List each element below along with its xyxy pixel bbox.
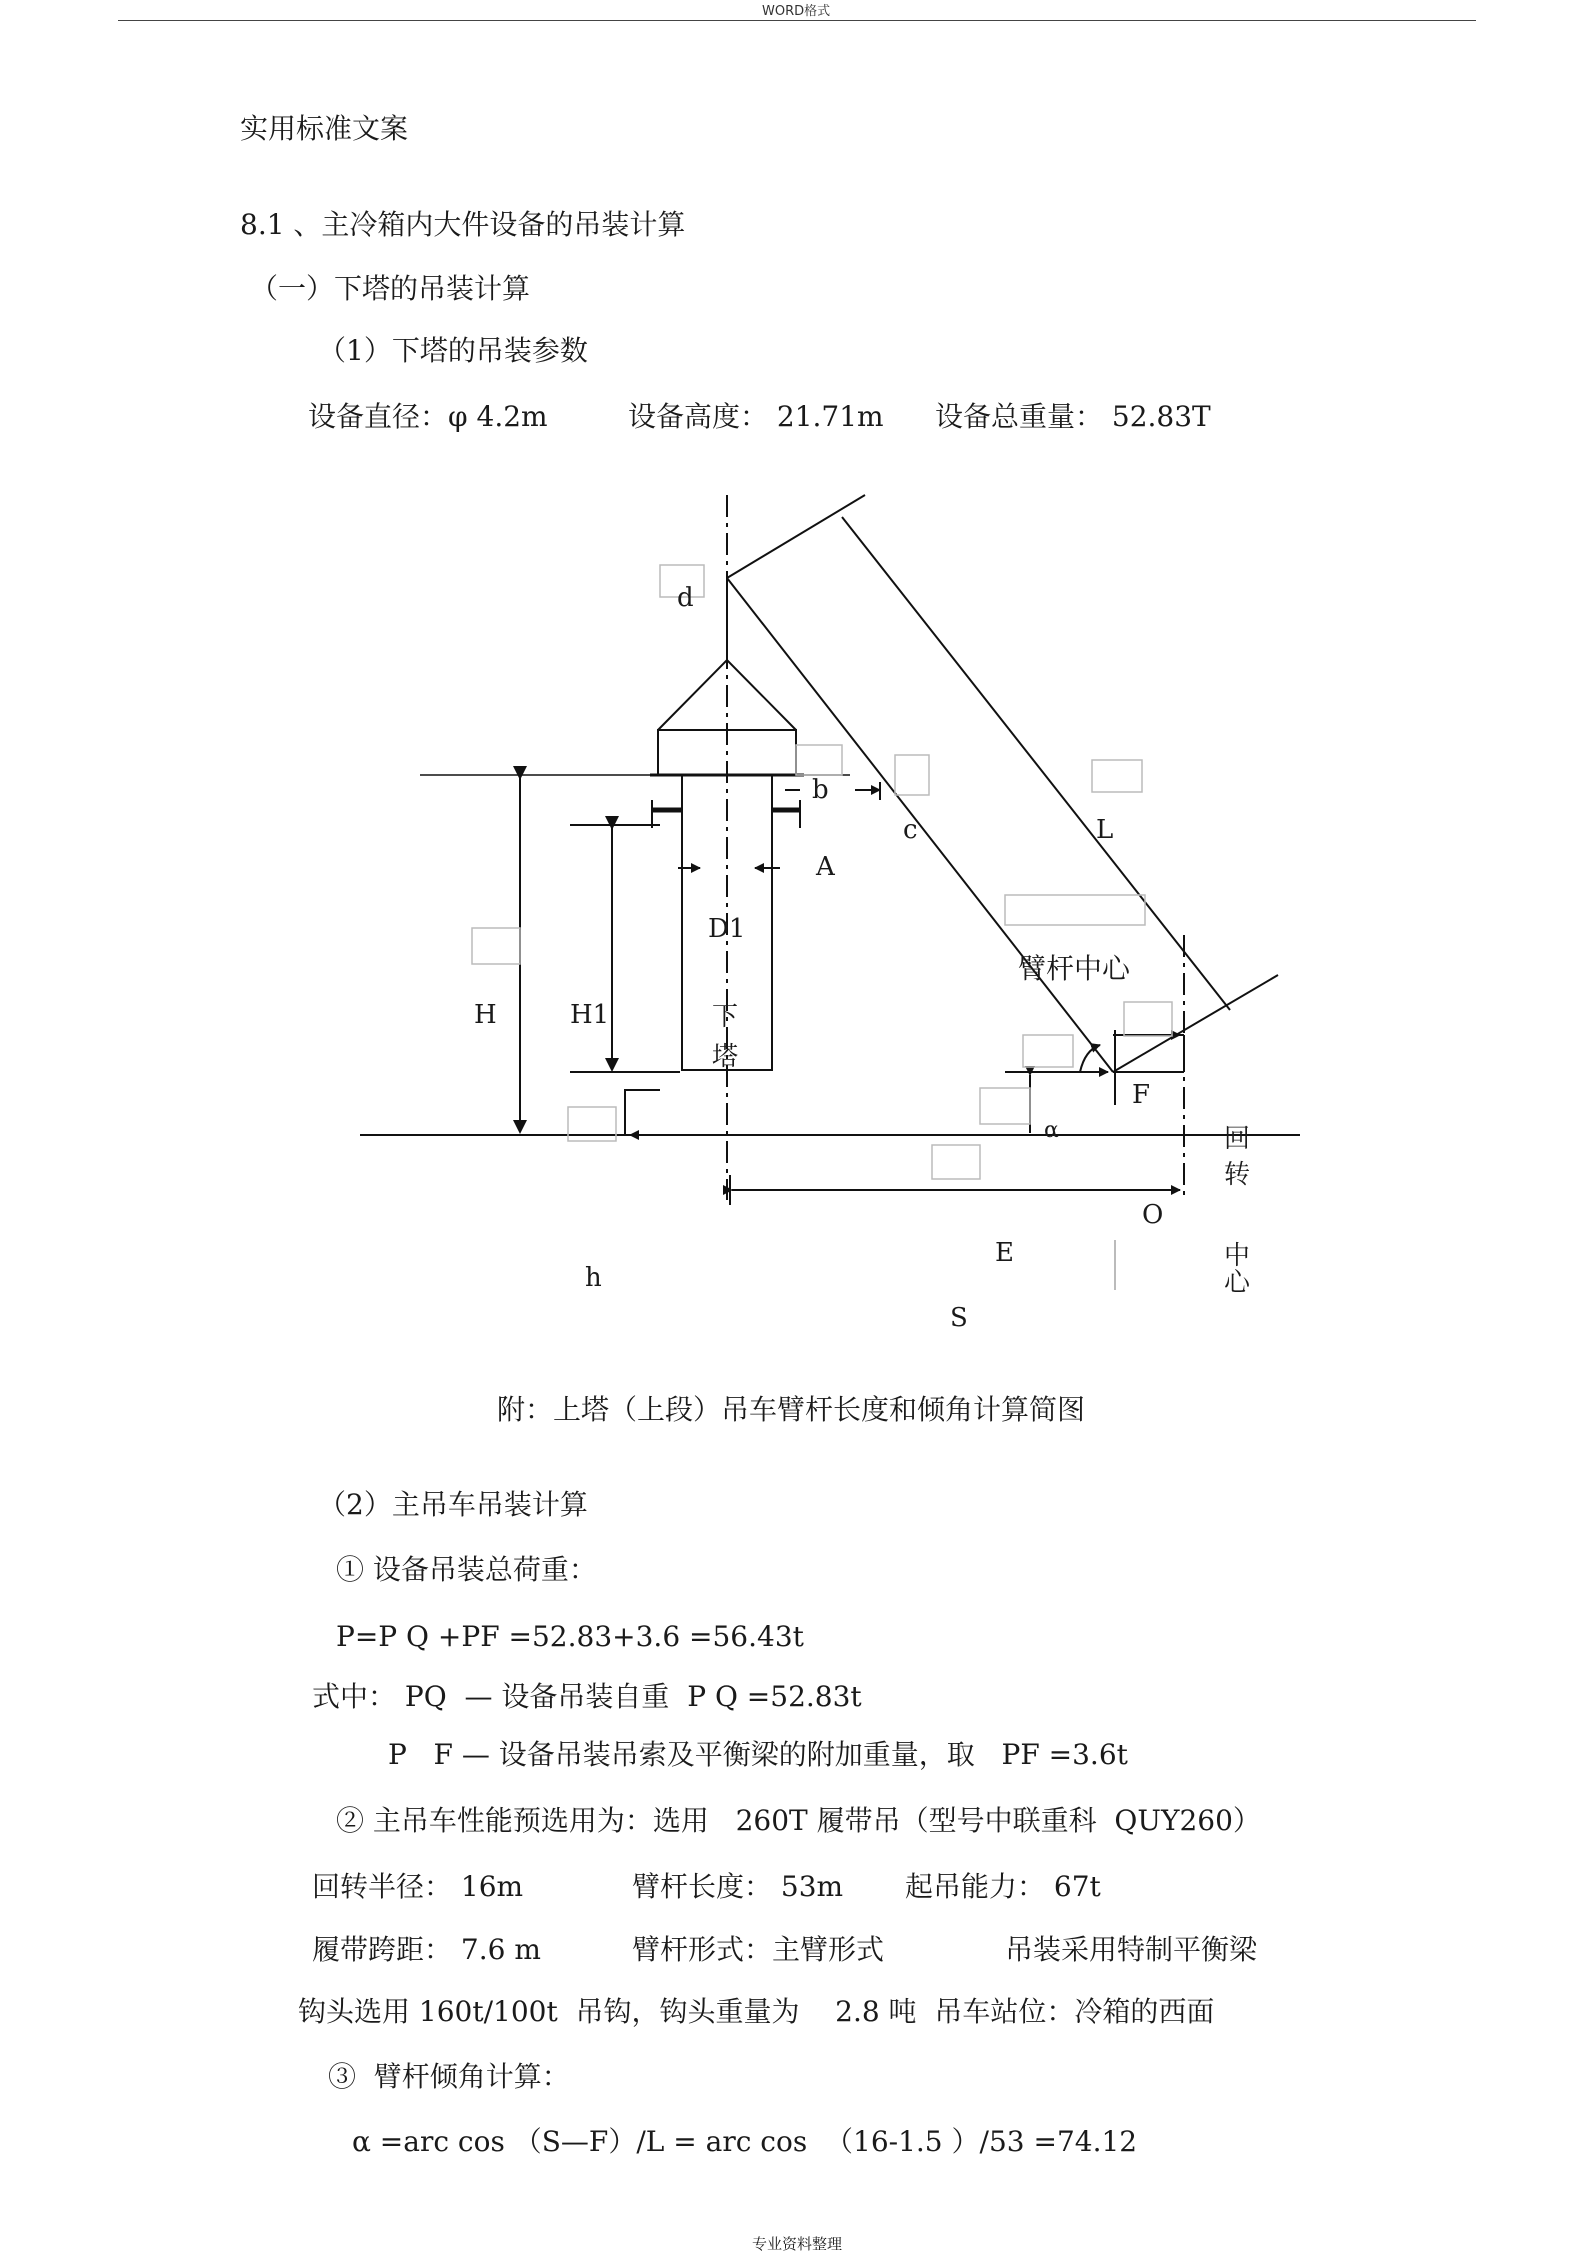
label-alpha: α bbox=[1044, 1118, 1059, 1143]
label-h: h bbox=[585, 1263, 602, 1293]
placeholder-box bbox=[980, 1088, 1030, 1124]
param-diameter: 设备直径：φ 4.2m bbox=[308, 400, 548, 433]
placeholder-box bbox=[1124, 1002, 1172, 1036]
page-footer: 专业资料整理 bbox=[752, 2235, 843, 2253]
param-weight: 设备总重量： 52.83T bbox=[935, 400, 1211, 433]
doc-title: 实用标准文案 bbox=[240, 112, 409, 145]
placeholder-box bbox=[1005, 895, 1145, 925]
label-tower-1: 下 bbox=[712, 1002, 739, 1032]
placeholder-box bbox=[472, 928, 520, 964]
subsection-heading: （一）下塔的吊装计算 bbox=[250, 272, 531, 305]
angle-arc bbox=[1080, 1045, 1100, 1072]
label-D1: D1 bbox=[708, 914, 746, 944]
calc-boom-length: 臂杆长度： 53m bbox=[632, 1870, 844, 1903]
calc-where1: 式中： PQ — 设备吊装自重 P Q =52.83t bbox=[312, 1680, 862, 1713]
page-header: WORD格式 bbox=[762, 4, 831, 19]
calc-hook: 钩头选用 160t/100t 吊钩，钩头重量为 2.8 吨 吊车站位：冷箱的西面 bbox=[298, 1995, 1215, 2028]
label-boom-center: 臂杆中心 bbox=[1018, 952, 1131, 985]
placeholder-box bbox=[796, 745, 842, 775]
boom-bottom-end bbox=[1113, 975, 1278, 1072]
calc-heading: （2）主吊车吊装计算 bbox=[318, 1488, 588, 1521]
boom-top-end bbox=[727, 495, 865, 578]
calc-track-span: 履带跨距： 7.6 m bbox=[312, 1933, 541, 1966]
dim-h-step bbox=[625, 1090, 660, 1135]
diagram-caption: 附：上塔（上段）吊车臂杆长度和倾角计算简图 bbox=[497, 1393, 1086, 1426]
calc-step1: ① 设备吊装总荷重： bbox=[336, 1553, 597, 1586]
label-H1: H1 bbox=[570, 1000, 610, 1030]
label-rotation-4: 心 bbox=[1224, 1268, 1251, 1298]
label-S: S bbox=[950, 1303, 968, 1333]
calc-formula1: P=P Q +PF =52.83+3.6 =56.43t bbox=[336, 1620, 804, 1653]
placeholder-box bbox=[932, 1145, 980, 1179]
placeholder-box bbox=[1092, 760, 1142, 792]
label-H: H bbox=[474, 1000, 497, 1030]
section-heading: 8.1 、主冷箱内大件设备的吊装计算 bbox=[240, 208, 686, 241]
label-c: c bbox=[903, 815, 918, 845]
boom-back-edge bbox=[727, 578, 1113, 1072]
label-A: A bbox=[816, 852, 835, 882]
params-heading: （1）下塔的吊装参数 bbox=[318, 334, 588, 367]
calc-boom-type: 臂杆形式：主臂形式 bbox=[632, 1933, 885, 1966]
calc-step2: ② 主吊车性能预选用为：选用 260T 履带吊（型号中联重科 QUY260） bbox=[336, 1804, 1261, 1837]
label-F: F bbox=[1132, 1080, 1151, 1110]
label-rotation-1: 回 bbox=[1224, 1124, 1251, 1154]
calc-capacity: 起吊能力： 67t bbox=[905, 1870, 1101, 1903]
label-E: E bbox=[995, 1238, 1014, 1268]
label-L: L bbox=[1096, 815, 1114, 845]
calc-formula3: α =arc cos （S—F）/L = arc cos （16-1.5 ）/53 =74.12 bbox=[352, 2125, 1138, 2158]
label-b: b bbox=[812, 775, 829, 805]
label-O: O bbox=[1142, 1200, 1164, 1230]
label-rotation-2: 转 bbox=[1224, 1160, 1251, 1190]
label-rotation-3: 中 bbox=[1224, 1241, 1251, 1271]
label-d: d bbox=[677, 583, 694, 613]
calc-radius: 回转半径： 16m bbox=[312, 1870, 524, 1903]
boom-front-edge bbox=[842, 517, 1230, 1010]
placeholder-box bbox=[895, 755, 929, 795]
calc-beam: 吊装采用特制平衡梁 bbox=[1005, 1933, 1258, 1966]
placeholder-box bbox=[1023, 1035, 1073, 1067]
calc-step3: ③ 臂杆倾角计算： bbox=[328, 2060, 570, 2093]
calc-where2: P F — 设备吊装吊索及平衡梁的附加重量，取 PF =3.6t bbox=[388, 1738, 1128, 1771]
label-tower-2: 塔 bbox=[712, 1042, 739, 1072]
param-height: 设备高度： 21.71m bbox=[628, 400, 884, 433]
